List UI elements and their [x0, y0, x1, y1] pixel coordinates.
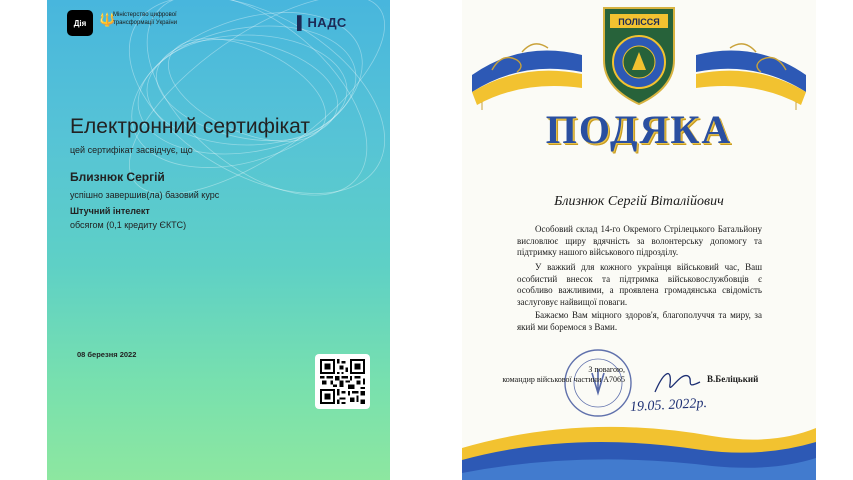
letter-recipient: Близнюк Сергій Віталійович [554, 194, 724, 209]
flag-ribbon-decoration [462, 0, 816, 110]
paragraph-text: Особовий склад 14-го Окремого Стрілецького Батальйону висловлює щиру вдячність за волонтерську допомогу та підтримку нашого військового підрозділу. [517, 224, 762, 257]
closing-line-1: З повагою, [588, 365, 625, 374]
paragraph-text: У важкий для кожного українця військовий час, Ваш особистий внесок та підтримка військовослужбовців є особливо важливими, а проявлена громадянська свідомість заслуговує найвищої поваги. [517, 262, 762, 307]
thank-you-letter [462, 0, 816, 480]
nads-mark-icon: ▌ [297, 15, 307, 30]
bottom-wave-decoration [462, 418, 816, 480]
certificate-date: 08 березня 2022 [77, 350, 137, 359]
qr-code-icon [315, 354, 370, 409]
diia-logo: Дія [67, 10, 93, 36]
letter-paragraph-2 [517, 262, 762, 308]
letter-paragraph-3 [517, 310, 762, 333]
letter-title: ПОДЯКА [545, 107, 733, 152]
emblem-label: ПОЛІССЯ [618, 17, 660, 27]
electronic-certificate [47, 0, 390, 480]
certificate-subtitle: цей сертифікат засвідчує, що [70, 145, 193, 155]
handwritten-signature [650, 364, 705, 399]
ministry-label: Міністерство цифрової трансформації України [113, 12, 178, 26]
certificate-recipient: Близнюк Сергій [70, 170, 165, 184]
battalion-emblem [604, 8, 674, 104]
certificate-course: Штучний інтелект [70, 206, 150, 216]
signatory-name: В.Беліцький [707, 374, 759, 384]
closing-line-2: командир військової частини А7065 [502, 375, 625, 384]
certificate-title: Електронний сертифікат [70, 115, 311, 138]
paragraph-text: Бажаємо Вам міцного здоров'я, благополуччя та миру, за який ми боремося з Вами. [517, 310, 762, 332]
closing-block [497, 365, 625, 385]
certificate-completed: успішно завершив(ла) базовий курс [70, 190, 220, 200]
nads-logo [297, 15, 347, 30]
trident-icon: 🔱 [99, 12, 116, 27]
certificate-volume: обсягом (0,1 кредиту ЄКТС) [70, 220, 187, 230]
letter-date: 19.05. 2022р. [629, 395, 708, 416]
letter-paragraph-1 [517, 224, 762, 259]
nads-label: НАДС [307, 15, 347, 30]
